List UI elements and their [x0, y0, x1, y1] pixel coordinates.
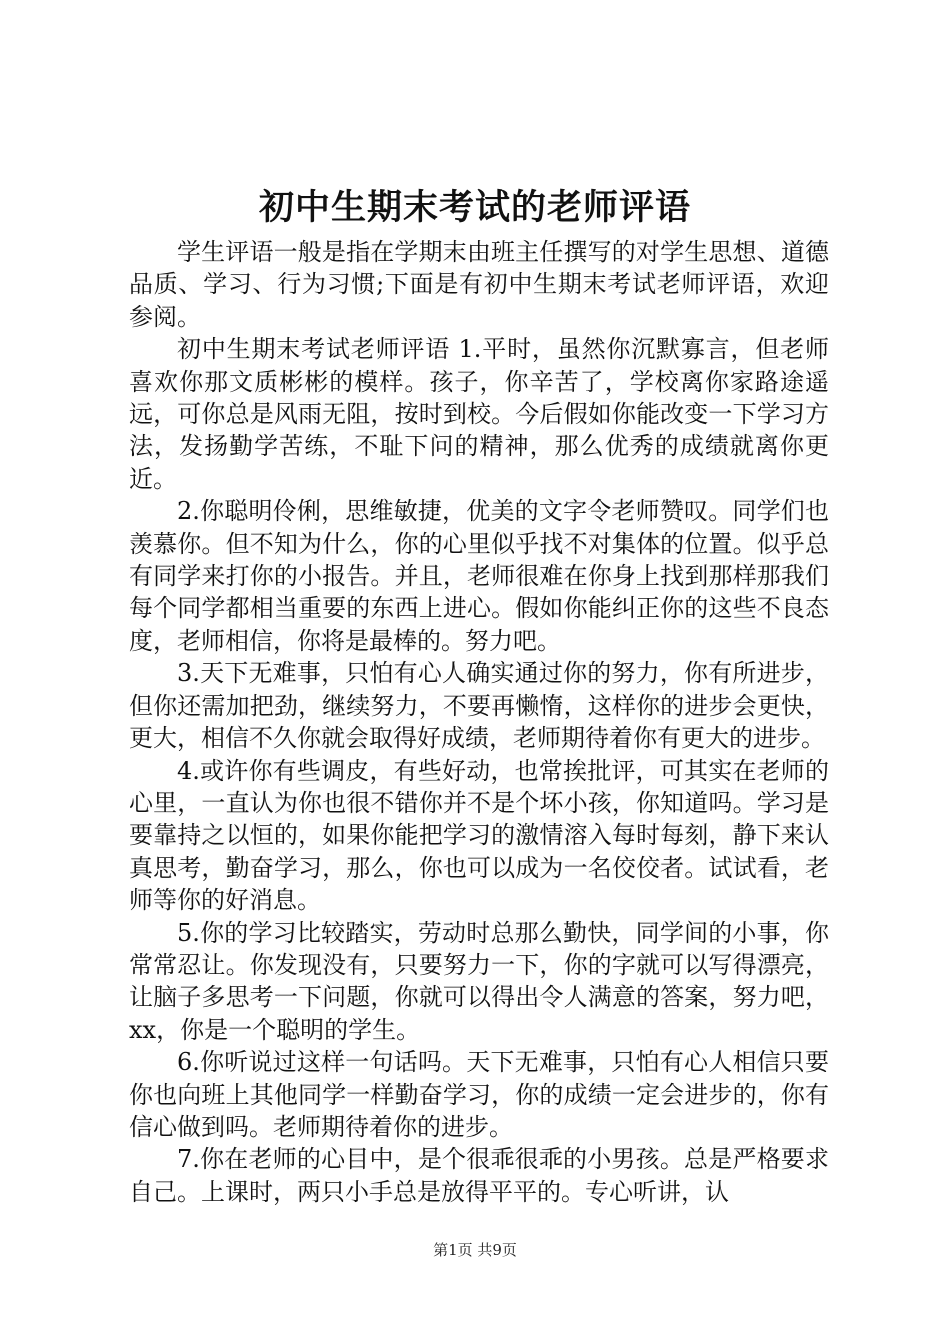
comment-paragraph-2: 2.你聪明伶俐，思维敏捷，优美的文字令老师赞叹。同学们也羡慕你。但不知为什么，你的心里似乎找不对集体的位置。似乎总有同学来打你的小报告。并且，老师很难在你身上找到那样那我们每个同学都相当重要的东西上进心。假如你能纠正你的这些不良态度，老师相信，你将是最棒的。努力吧。 [129, 497, 829, 655]
comment-paragraph-5: 5.你的学习比较踏实，劳动时总那么勤快，同学间的小事，你常常忍让。你发现没有，只要努力一下，你的字就可以写得漂亮，让脑子多思考一下问题，你就可以得出令人满意的答案，努力吧，xx，你是一个聪明的学生。 [129, 918, 829, 1044]
document-body [129, 236, 829, 1208]
comment-paragraph-7: 7.你在老师的心目中，是个很乖很乖的小男孩。总是严格要求自己。上课时，两只小手总是放得平平的。专心听讲，认 [129, 1145, 829, 1206]
comment-paragraph-4: 4.或许你有些调皮，有些好动，也常挨批评，可其实在老师的心里，一直认为你也很不错你并不是个坏小孩，你知道吗。学习是要靠持之以恒的，如果你能把学习的激情溶入每时每刻，静下来认真思考，勤奋学习，那么，你也可以成为一名佼佼者。试试看，老师等你的好消息。 [129, 756, 829, 915]
page-number-footer: 第1页 共9页 [433, 1241, 517, 1259]
document-title: 初中生期末考试的老师评语 [258, 187, 691, 228]
comment-paragraph-6: 6.你听说过这样一句话吗。天下无难事，只怕有心人相信只要你也向班上其他同学一样勤奋学习，你的成绩一定会进步的，你有信心做到吗。老师期待着你的进步。 [129, 1048, 829, 1141]
intro-paragraph: 学生评语一般是指在学期末由班主任撰写的对学生思想、道德品质、学习、行为习惯;下面是有初中生期末考试老师评语，欢迎参阅。 [129, 238, 829, 331]
comment-paragraph-3: 3.天下无难事，只怕有心人确实通过你的努力，你有所进步，但你还需加把劲，继续努力，不要再懒惰，这样你的进步会更快，更大，相信不久你就会取得好成绩，老师期待着你有更大的进步。 [129, 659, 829, 753]
comment-paragraph-1: 初中生期末考试老师评语 1.平时，虽然你沉默寡言，但老师喜欢你那文质彬彬的模样。孩子，你辛苦了，学校离你家路途遥远，可你总是风雨无阻，按时到校。今后假如你能改变一下学习方法，发扬勤学苦练，不耻下问的精神，那么优秀的成绩就离你更近。 [129, 335, 829, 493]
